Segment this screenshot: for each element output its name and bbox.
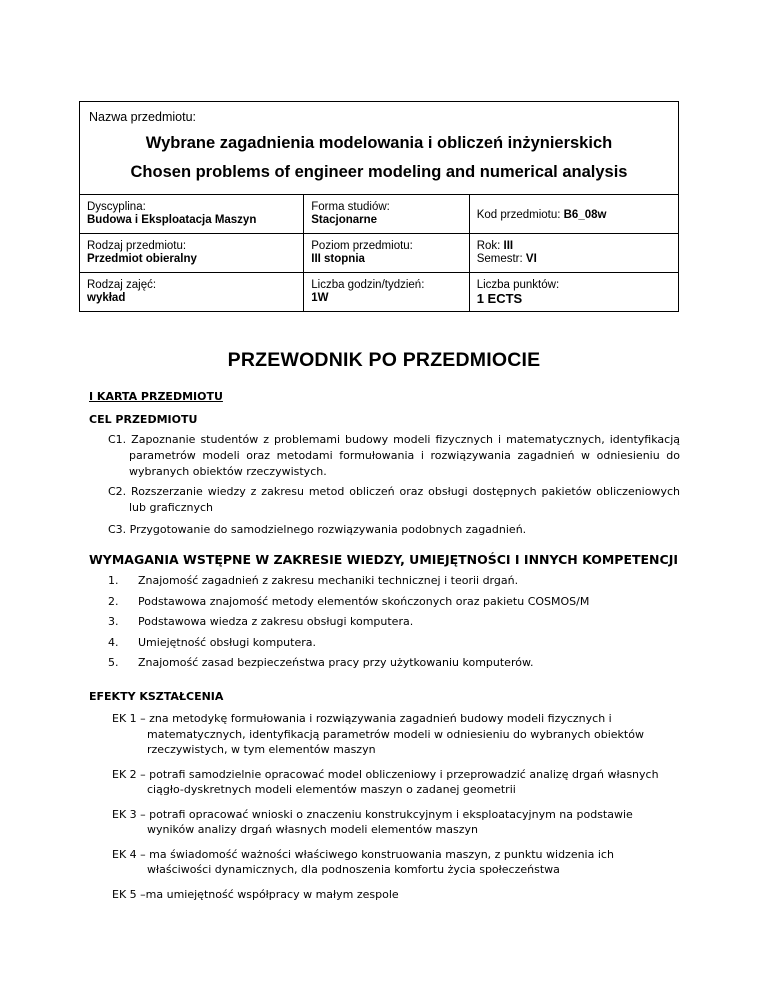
rok-semestr-cell [469, 234, 678, 273]
punktow-label: Liczba punktów: [476, 279, 560, 291]
semestr-value: VI [525, 253, 537, 265]
kod-label: Kod przedmiotu: [476, 209, 564, 221]
dyscyplina-label: Dyscyplina: [87, 201, 146, 213]
efekt-ek4: EK 4 – ma świadomość ważności właściwego konstruowania maszyn, z punktu widzenia ich właściwości dynamicznych, dla podnoszenia komfortu życia społeczeństwa [112, 847, 614, 876]
cel-item-c3: C3. Przygotowanie do samodzielnego rozwiązywania podobnych zagadnień. [108, 523, 527, 536]
zajec-label: Rodzaj zajęć: [87, 279, 157, 291]
zajec-cell [80, 273, 304, 312]
forma-value: Stacjonarne [311, 214, 378, 226]
wymagania-list [108, 574, 589, 677]
list-item: 3. Podstawowa wiedza z zakresu obsługi komputera. [108, 615, 414, 628]
efekt-ek5: EK 5 –ma umiejętność współpracy w małym zespole [112, 887, 399, 901]
cel-item-c2: C2. Rozszerzanie wiedzy z zakresu metod obliczeń oraz obsługi dostępnych pakietów obliczeniowych lub graficznych [108, 485, 680, 514]
kod-cell [469, 195, 678, 234]
kod-value: B6_08w [563, 209, 607, 221]
course-title-pl: Wybrane zagadnienia modelowania i obliczeń inżynierskich [145, 134, 613, 152]
punktow-cell [469, 273, 678, 312]
efekt-ek1: EK 1 – zna metodykę formułowania i rozwiązywania zagadnień budowy modeli fizycznych i matematycznych, identyfikacją parametrów modeli w odniesieniu do wybranych obiektów rzeczywistych, w tym elementów maszyn [112, 712, 644, 756]
cel-heading: CEL PRZEDMIOTU [89, 413, 198, 426]
cel-list [108, 432, 680, 538]
rodzaj-cell [80, 234, 304, 273]
section-karta-heading: I KARTA PRZEDMIOTU [89, 390, 223, 403]
list-item: 1. Znajomość zagadnień z zakresu mechaniki technicznej i teorii drgań. [108, 574, 519, 587]
godzin-label: Liczba godzin/tydzień: [311, 279, 425, 291]
wymagania-heading: WYMAGANIA WSTĘPNE W ZAKRESIE WIEDZY, UMIEJĘTNOŚCI I INNYCH KOMPETENCJI [89, 552, 678, 567]
godzin-value: 1W [311, 292, 329, 304]
dyscyplina-cell [80, 195, 304, 234]
poziom-cell [304, 234, 469, 273]
poziom-label: Poziom przedmiotu: [311, 240, 413, 252]
forma-cell [304, 195, 469, 234]
course-name-label: Nazwa przedmiotu: [89, 110, 196, 124]
efekty-heading: EFEKTY KSZTAŁCENIA [89, 690, 224, 703]
list-item: 2. Podstawowa znajomość metody elementów skończonych oraz pakietu COSMOS/M [108, 594, 590, 608]
forma-label: Forma studiów: [311, 201, 390, 213]
course-info-table [79, 101, 679, 312]
poziom-value: III stopnia [311, 253, 365, 265]
punktow-value: 1 ECTS [476, 291, 523, 306]
efekt-ek2: EK 2 – potrafi samodzielnie opracować model obliczeniowy i przeprowadzić analizę drgań własnych ciągło-dyskretnych modeli elementów maszyn o zadanej geometrii [112, 767, 659, 796]
semestr-label: Semestr: [476, 253, 526, 265]
zajec-value: wykład [87, 292, 126, 304]
list-item: 5. Znajomość zasad bezpieczeństwa pracy przy użytkowaniu komputerów. [108, 656, 534, 669]
rodzaj-label: Rodzaj przedmiotu: [87, 240, 187, 252]
rok-label: Rok: [476, 240, 504, 252]
course-title-en: Chosen problems of engineer modeling and numerical analysis [130, 163, 628, 181]
main-heading: PRZEWODNIK PO PRZEDMIOCIE [227, 349, 541, 371]
efekt-ek3: EK 3 – potrafi opracować wnioski o znaczeniu konstrukcyjnym i eksploatacyjnym na podstawie wyników analizy drgań własnych modeli elementów maszyn [112, 807, 633, 836]
cel-item-c1: C1. Zapoznanie studentów z problemami budowy modeli fizycznych i matematycznych, identyfikacją parametrów modeli oraz metodami formułowania i rozwiązywania zagadnień w odniesieniu do wybranych obiektów rzeczywistych. [108, 433, 680, 478]
rok-value: III [503, 240, 514, 252]
rodzaj-value: Przedmiot obieralny [87, 253, 197, 265]
godzin-cell [304, 273, 469, 312]
efekty-list [112, 711, 672, 902]
list-item: 4. Umiejętność obsługi komputera. [108, 635, 316, 649]
dyscyplina-value: Budowa i Eksploatacja Maszyn [87, 214, 257, 226]
course-name-cell [80, 102, 679, 195]
